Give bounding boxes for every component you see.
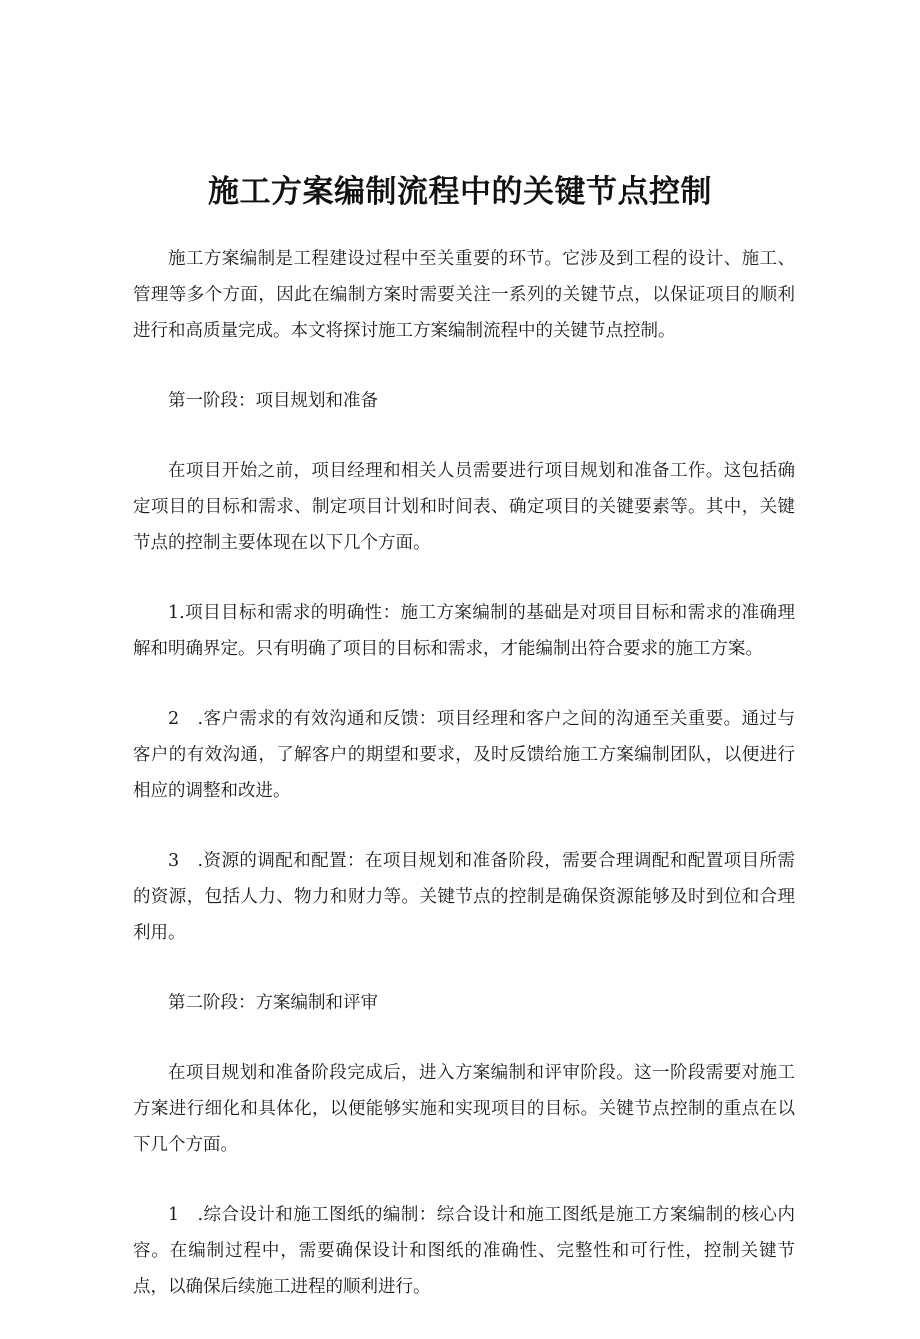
document-title: 施工方案编制流程中的关键节点控制 (208, 174, 712, 210)
stage-1-item-2: 2 .客户需求的有效沟通和反馈：项目经理和客户之间的沟通至关重要。通过与客户的有效沟通，了解客户的期望和要求，及时反馈给施工方案编制团队，以便进行相应的调整和改进。 (133, 709, 795, 801)
stage-1-paragraph: 在项目开始之前，项目经理和相关人员需要进行项目规划和准备工作。这包括确定项目的目标和需求、制定项目计划和时间表、确定项目的关键要素等。其中，关键节点的控制主要体现在以下几个方面。 (133, 461, 795, 553)
intro-paragraph: 施工方案编制是工程建设过程中至关重要的环节。它涉及到工程的设计、施工、管理等多个方面，因此在编制方案时需要关注一系列的关键节点，以保证项目的顺利进行和高质量完成。本文将探讨施工方案编制流程中的关键节点控制。 (133, 249, 795, 341)
stage-2-paragraph: 在项目规划和准备阶段完成后，进入方案编制和评审阶段。这一阶段需要对施工方案进行细化和具体化，以便能够实施和实现项目的目标。关键节点控制的重点在以下几个方面。 (133, 1063, 795, 1155)
section-heading-stage-2: 第二阶段：方案编制和评审 (168, 993, 378, 1013)
stage-1-item-3: 3 .资源的调配和配置：在项目规划和准备阶段，需要合理调配和配置项目所需的资源，包括人力、物力和财力等。关键节点的控制是确保资源能够及时到位和合理利用。 (133, 851, 795, 943)
document-body (133, 241, 795, 1339)
section-heading-stage-1: 第一阶段：项目规划和准备 (168, 391, 378, 411)
stage-2-item-1: 1 .综合设计和施工图纸的编制：综合设计和施工图纸是施工方案编制的核心内容。在编制过程中，需要确保设计和图纸的准确性、完整性和可行性，控制关键节点，以确保后续施工进程的顺利进行。 (133, 1205, 795, 1297)
stage-1-item-1: 1.项目目标和需求的明确性：施工方案编制的基础是对项目目标和需求的准确理解和明确界定。只有明确了项目的目标和需求，才能编制出符合要求的施工方案。 (133, 603, 795, 659)
